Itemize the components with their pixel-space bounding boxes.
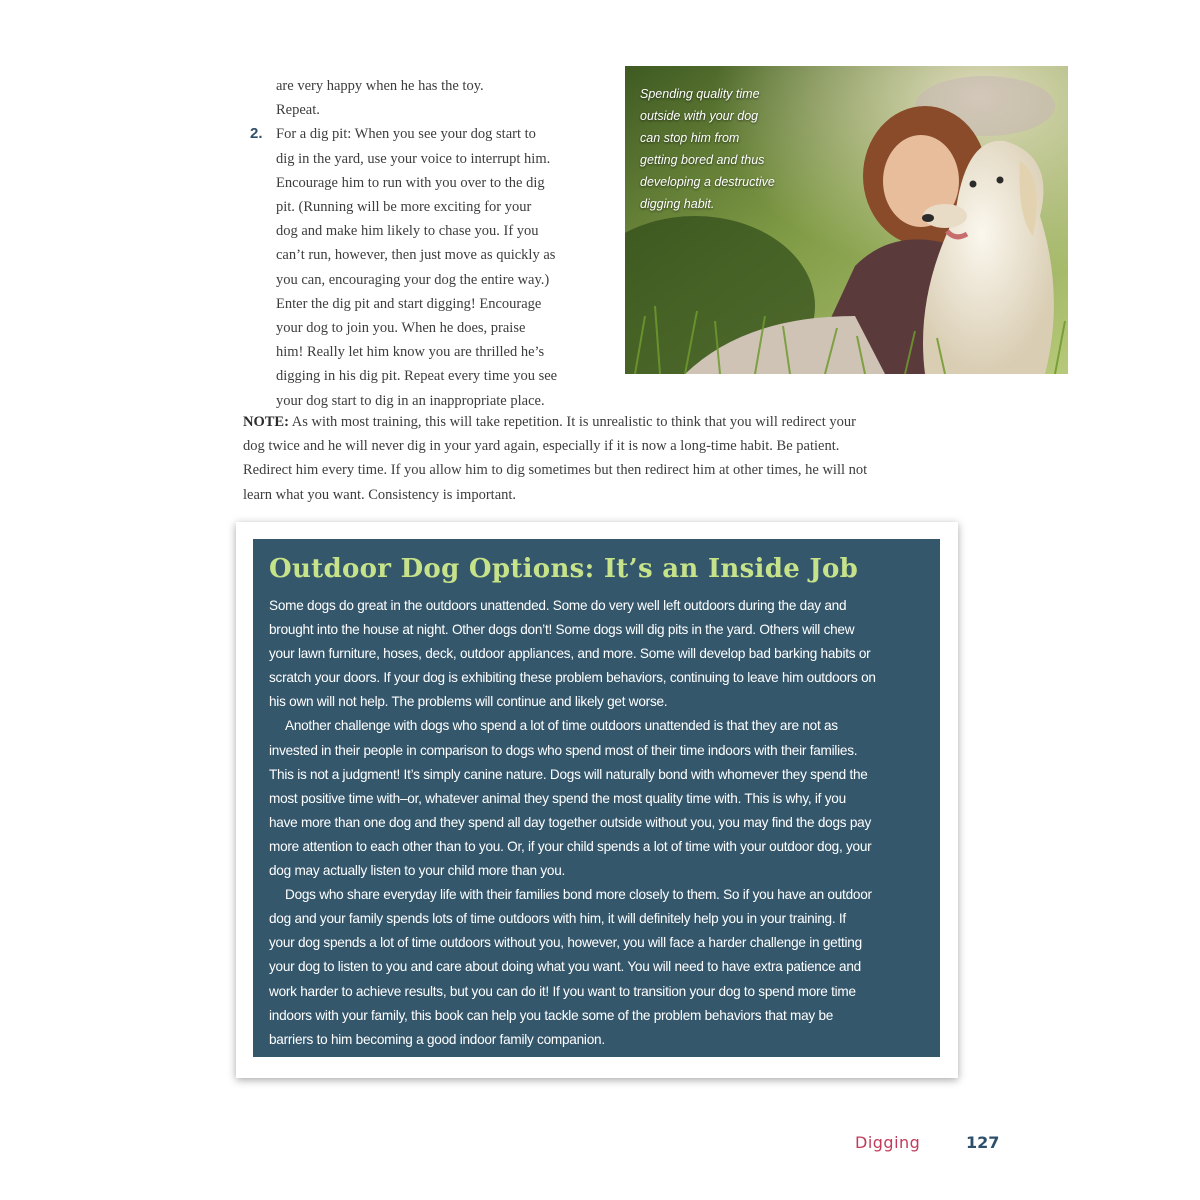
sidebar-line: your lawn furniture, hoses, deck, outdoor appliances, and more. Some will develop bad barking habits or xyxy=(269,646,871,662)
footer-section-title: Digging xyxy=(855,1133,921,1152)
sidebar-line: This is not a judgment! It’s simply canine nature. Dogs will naturally bond with whomever they spend the xyxy=(269,766,868,782)
step-text-line: dig in the yard, use your voice to interrupt him. xyxy=(276,150,551,167)
caption-line: Spending quality time xyxy=(640,87,760,101)
step-text-line: For a dig pit: When you see your dog start to xyxy=(276,126,536,143)
sidebar-line: dog may actually listen to your child more than you. xyxy=(269,863,566,879)
page-number: 127 xyxy=(966,1133,1000,1152)
step-text-line: Encourage him to run with you over to the dig xyxy=(276,174,545,191)
note-line: Redirect him every time. If you allow him to dig sometimes but then redirect him at other times, he will not xyxy=(243,462,868,479)
sidebar-line: scratch your doors. If your dog is exhibiting these problem behaviors, continuing to leave him outdoors on xyxy=(269,670,876,686)
sidebar-line: brought into the house at night. Other dogs don’t! Some dogs will dig pits in the yard. Others will chew xyxy=(269,622,855,638)
sidebar-panel xyxy=(253,539,940,1057)
caption-line: getting bored and thus xyxy=(640,153,765,167)
sidebar-line: your dog to listen to you and care about doing what you want. You will need to have extra patience and xyxy=(269,959,861,975)
woman-with-dog-photo xyxy=(625,66,1068,374)
sidebar-line: his own will not help. The problems will continue and likely get worse. xyxy=(269,694,668,710)
note-line xyxy=(243,410,963,434)
list-item-2 xyxy=(247,122,607,412)
step-text-line: can’t run, however, then just move as quickly as xyxy=(276,247,556,264)
sidebar-line: your dog spends a lot of time outdoors without you, however, you will face a harder challenge in getting xyxy=(269,935,862,951)
note-label: NOTE: xyxy=(243,414,289,430)
sidebar-box xyxy=(236,522,958,1078)
sidebar-line: more attention to each other than to you. Or, if your child spends a lot of time with your outdoor dog, your xyxy=(269,838,872,854)
sidebar-line: barriers to him becoming a good indoor family companion. xyxy=(269,1031,605,1047)
note-text: As with most training, this will take repetition. It is unrealistic to think that you will redirect your xyxy=(291,414,856,430)
step-text-line: your dog to join you. When he does, praise xyxy=(276,320,526,337)
sidebar-line: have more than one dog and they spend all day together outside without you, you may find the dogs pay xyxy=(269,814,871,830)
sidebar-line: Dogs who share everyday life with their families bond more closely to them. So if you have an outdoor xyxy=(285,887,872,903)
step-text-line: you can, encouraging your dog the entire way.) xyxy=(276,271,550,288)
sidebar-line: invested in their people in comparison to dogs who spend most of their time indoors with their families. xyxy=(269,742,858,758)
sidebar-line: most positive time with–or, whatever animal they spend the most quality time with. This is why, if you xyxy=(269,790,846,806)
sidebar-line: Some dogs do great in the outdoors unattended. Some do very well left outdoors during the day and xyxy=(269,598,847,613)
caption-line: digging habit. xyxy=(640,197,715,211)
caption-line: can stop him from xyxy=(640,131,740,145)
step-text-line: are very happy when he has the toy. xyxy=(276,78,484,94)
step-text-line: dog and make him likely to chase you. If you xyxy=(276,223,539,240)
note-line: dog twice and he will never dig in your yard again, especially if it is now a long-time habit. Be patient. xyxy=(243,438,840,455)
caption-line: outside with your dog xyxy=(640,109,759,123)
step-text-line: your dog start to dig in an inappropriate place. xyxy=(276,392,545,409)
training-steps-column xyxy=(247,74,607,413)
step-text-line: digging in his dig pit. Repeat every time you see xyxy=(276,368,558,385)
sidebar-title: Outdoor Dog Options: It’s an Inside Job xyxy=(269,554,859,584)
step-text-line: him! Really let him know you are thrilled he’s xyxy=(276,344,545,361)
sidebar-line: indoors with your family, this book can help you tackle some of the problem behaviors that may be xyxy=(269,1007,834,1023)
caption-line: developing a destructive xyxy=(640,175,775,189)
sidebar-body xyxy=(269,594,934,1052)
note-line: learn what you want. Consistency is important. xyxy=(243,486,517,503)
step-text-line: Enter the dig pit and start digging! Encourage xyxy=(276,295,542,312)
step-text-line: Repeat. xyxy=(276,102,320,119)
note-paragraph xyxy=(243,410,963,507)
step-text-line: pit. (Running will be more exciting for your xyxy=(276,199,532,216)
sidebar-line: Another challenge with dogs who spend a lot of time outdoors unattended is that they are not as xyxy=(285,718,838,734)
sidebar-line: work harder to achieve results, but you can do it! If you want to transition your dog to spend more time xyxy=(269,983,856,999)
photo-caption xyxy=(640,83,800,215)
sidebar-line: dog and your family spends lots of time outdoors with him, it will definitely help you in your training. If xyxy=(269,911,846,927)
list-item-number: 2. xyxy=(250,125,263,143)
